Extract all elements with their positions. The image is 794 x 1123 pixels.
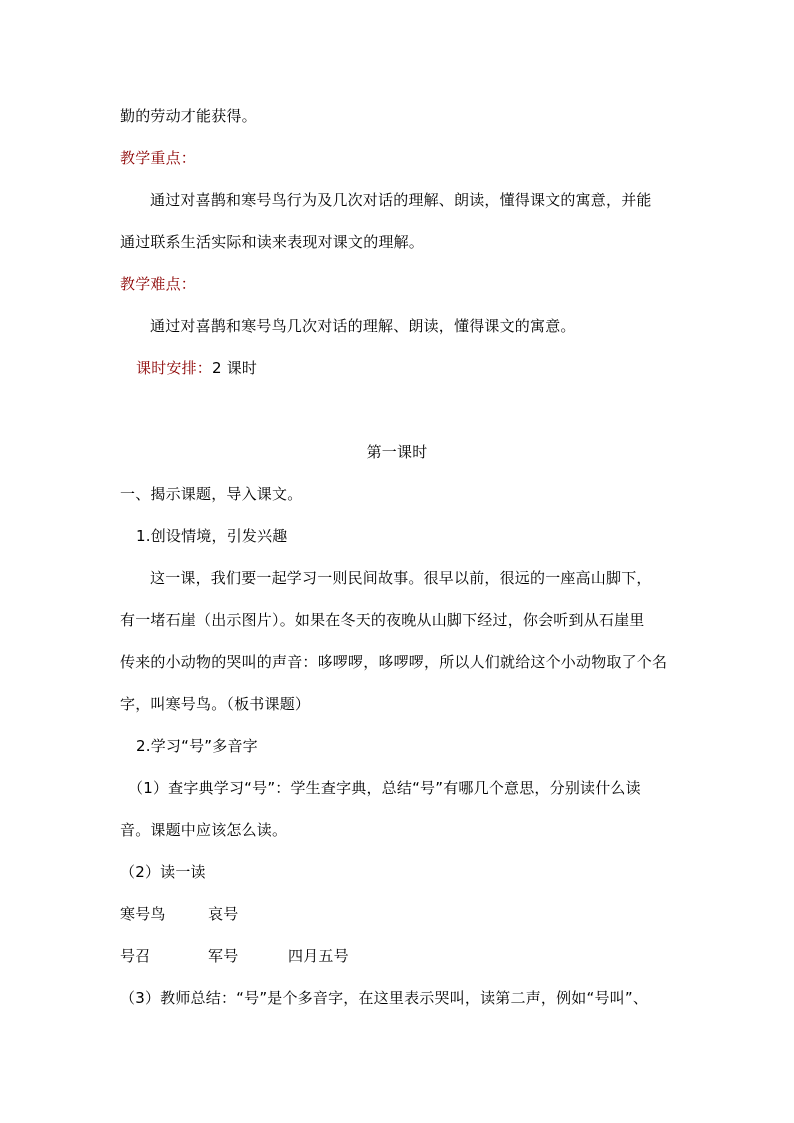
- key-points-label: 教学重点：: [120, 149, 197, 167]
- schedule-value: 2 课时: [212, 359, 258, 377]
- sub-3-line-1: （3）教师总结：“号”是个多音字，在这里表示哭叫，读第二声，例如“号叫”、: [120, 989, 649, 1007]
- difficulty-line-1: 通过对喜鹊和寒号鸟几次对话的理解、朗读，懂得课文的寓意。: [150, 317, 576, 335]
- step-2-heading: 2.学习“号”多音字: [136, 737, 258, 755]
- word-item: 哀号: [208, 905, 239, 923]
- key-points-line-1: 通过对喜鹊和寒号鸟行为及几次对话的理解、朗读，懂得课文的寓意，并能: [150, 191, 652, 209]
- section-1-heading: 一、揭示课题，导入课文。: [120, 485, 303, 503]
- schedule-line: [136, 358, 257, 378]
- key-points-line-2: 通过联系生活实际和读来表现对课文的理解。: [120, 233, 425, 251]
- word-item: 寒号鸟: [120, 905, 166, 923]
- word-item: 军号: [208, 947, 239, 965]
- difficulty-label: 教学难点：: [120, 275, 197, 293]
- sub-2-heading: （2）读一读: [120, 863, 206, 881]
- story-line-4: 字，叫寒号鸟。（板书课题）: [120, 695, 311, 713]
- story-line-1: 这一课，我们要一起学习一则民间故事。很早以前，很远的一座高山脚下，: [150, 569, 652, 587]
- intro-tail-text: 勤的劳动才能获得。: [120, 107, 257, 125]
- story-line-3: 传来的小动物的哭叫的声音：哆啰啰，哆啰啰，所以人们就给这个小动物取了个名: [120, 653, 668, 671]
- sub-1-line-1: （1）查字典学习“号”：学生查字典，总结“号”有哪几个意思，分别读什么读: [128, 779, 641, 797]
- story-line-2: 有一堵石崖（出示图片）。如果在冬天的夜晚从山脚下经过，你会听到从石崖里: [120, 611, 645, 629]
- sub-1-line-2: 音。课题中应该怎么读。: [120, 821, 288, 839]
- word-item: 四月五号: [288, 947, 349, 965]
- lesson-title: 第一课时: [366, 443, 428, 461]
- step-1-heading: 1.创设情境，引发兴趣: [136, 527, 288, 545]
- word-item: 号召: [120, 947, 151, 965]
- schedule-label: 课时安排：: [136, 359, 213, 377]
